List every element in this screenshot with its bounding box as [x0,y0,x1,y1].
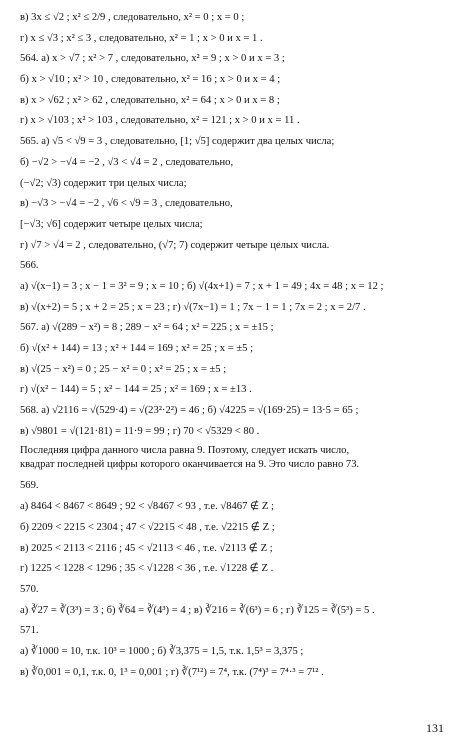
text-line: [−√3; √6] содержит четыре целых числа; [20,218,203,230]
text-line: б) 2209 < 2215 < 2304 ; 47 < √2215 < 48 , т.е. √2215 ∉ Z ; [20,521,275,533]
text-line: в) ∛0,001 = 0,1, т.к. 0, 1³ = 0,001 ; г) ∛(7¹²) = 7⁴, т.к. (7⁴)³ = 7⁴·³ = 7¹² . [20,666,324,678]
text-line: в) −√3 > −√4 = −2 , √6 < √9 = 3 , следовательно, [20,198,233,210]
text-line: а) √(x−1) = 3 ; x − 1 = 3² = 9 ; x = 10 ; б) √(4x+1) = 7 ; x + 1 = 49 ; 4x = 48 ; x = 12 ; [20,280,384,292]
solutions-text [20,8,460,683]
text-line: 564. а) x > √7 ; x² > 7 , следовательно, x² = 9 ; x > 0 и x = 3 ; [20,53,285,65]
text-line: 565. а) √5 < √9 = 3 , следовательно, [1; √5] содержит два целых числа; [20,136,335,148]
text-line: б) √(x² + 144) = 13 ; x² + 144 = 169 ; x² = 25 ; x = ±5 ; [20,343,254,354]
text-line: 566. [20,260,39,272]
text-line: г) 1225 < 1228 < 1296 ; 35 < √1228 < 36 , т.е. √1228 ∉ Z . [20,563,274,575]
text-line: г) √7 > √4 = 2 , следовательно, (√7; 7) содержит четыре целых числа. [20,239,330,251]
text-line: 567. а) √(289 − x²) = 8 ; 289 − x² = 64 ; x² = 225 ; x = ±15 ; [20,322,274,334]
text-line: 568. а) √2116 = √(529·4) = √(23²·2²) = 46 ; б) √4225 = √(169·25) = 13·5 = 65 ; [20,405,359,417]
text-line: а) ∛27 = ∛(3³) = 3 ; б) ∛64 = ∛(4³) = 4 ; в) ∛216 = ∛(6³) = 6 ; г) ∛125 = ∛(5³) = 5 . [20,604,375,616]
page-number: 131 [426,721,444,735]
text-line: в) 3x ≤ √2 ; x² ≤ 2/9 , следовательно, x² = 0 ; x = 0 ; [20,12,245,23]
text-line: г) x > √103 ; x² > 103 , следовательно, x² = 121 ; x > 0 и x = 11 . [20,115,300,127]
text-line: г) √(x² − 144) = 5 ; x² − 144 = 25 ; x² = 169 ; x = ±13 . [20,384,252,396]
paragraph-line: квадрат последней цифры которого оканчивается на 9. Это число равно 73. [20,459,360,471]
text-line: б) −√2 > −√4 = −2 , √3 < √4 = 2 , следовательно, [20,156,234,168]
text-line: в) x > √62 ; x² > 62 , следовательно, x² = 64 ; x > 0 и x = 8 ; [20,94,280,106]
text-line: а) ∛1000 = 10, т.к. 10³ = 1000 ; б) ∛3,375 = 1,5, т.к. 1,5³ = 3,375 ; [20,645,304,657]
text-line: в) √9801 = √(121·81) = 11·9 = 99 ; г) 70 < √5329 < 80 . [20,425,260,437]
text-line: б) x > √10 ; x² > 10 , следовательно, x² = 16 ; x > 0 и x = 4 ; [20,74,281,86]
text-line: г) x ≤ √3 ; x² ≤ 3 , следовательно, x² = 1 ; x > 0 и x = 1 . [20,32,263,44]
text-line: в) √(x+2) = 5 ; x + 2 = 25 ; x = 23 ; г) √(7x−1) = 1 ; 7x − 1 = 1 ; 7x = 2 ; x = 2/7 . [20,301,366,313]
text-line: (−√2; √3) содержит три целых числа; [20,177,187,189]
text-line: в) 2025 < 2113 < 2116 ; 45 < √2113 < 46 , т.е. √2113 ∉ Z ; [20,542,273,554]
text-line: 571. [20,625,39,637]
text-line: 569. [20,480,39,492]
text-line: в) √(25 − x²) = 0 ; 25 − x² = 0 ; x² = 25 ; x = ±5 ; [20,363,227,375]
text-line: 570. [20,583,39,595]
paragraph-line: Последняя цифра данного числа равна 9. Поэтому, следует искать число, [20,445,350,457]
text-line: а) 8464 < 8467 < 8649 ; 92 < √8467 < 93 , т.е. √8467 ∉ Z ; [20,501,274,513]
